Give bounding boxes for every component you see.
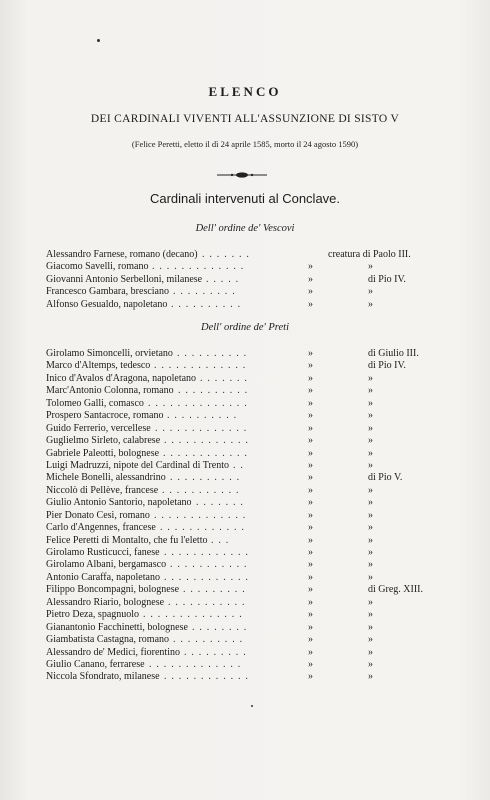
dot-leader: . . . . . . . . . (184, 646, 247, 658)
pope-column: » (368, 596, 373, 608)
dot-leader: . . . . . . . . . . . . (164, 547, 250, 558)
cardinal-name: Carlo d'Angennes, francese (46, 522, 156, 534)
dot-leader: . . . . . . . (196, 497, 245, 509)
pope-column: » (368, 621, 373, 633)
list-row (46, 485, 451, 497)
pope-column: » (368, 646, 373, 658)
creatura-column: » (308, 360, 313, 372)
dot-leader: . . . . . . . . . . . . . (149, 658, 242, 670)
pope-column: » (368, 534, 373, 546)
creatura-column: » (308, 261, 313, 273)
cardinal-name: Giacomo Savelli, romano (46, 261, 149, 273)
creatura-column: » (308, 286, 313, 298)
creatura-column: » (308, 571, 313, 583)
pope-column: » (368, 286, 373, 298)
dot-leader: . . . . . . . . . . . (162, 484, 240, 496)
dot-leader: . . . . . . . . . . . . . (152, 261, 245, 273)
list-row (46, 671, 451, 683)
document-note: (Felice Peretti, eletto il dì 24 aprile 1585, morto il 24 agosto 1590) (131, 139, 359, 149)
pope-column: » (368, 571, 373, 583)
pope-column: » (368, 497, 373, 509)
pope-column: » (368, 459, 373, 471)
creatura-column: » (308, 509, 313, 521)
dot-leader: . . . . . . . . . (173, 286, 236, 298)
section-title-preti: Dell' ordine de' Preti (201, 322, 289, 333)
dot-leader: . . . . . . . . . (183, 584, 246, 596)
list-row (46, 609, 451, 621)
cardinal-name: Filippo Boncompagni, bolognese (46, 584, 180, 596)
pope-column: di Greg. XIII. (368, 584, 423, 596)
list-row (46, 647, 451, 659)
dot-leader: . . . (211, 534, 230, 546)
list-row (46, 423, 451, 435)
ornament-divider-icon (215, 170, 269, 180)
cardinal-name: Girolamo Rusticucci, fanese (46, 547, 160, 558)
dot-leader: . . . . . . . . . . . . . (154, 360, 247, 372)
pope-column: di Pio V. (368, 472, 403, 484)
pope-column: » (368, 422, 373, 434)
cardinal-name: Girolamo Albani, bergamasco (46, 559, 167, 571)
ink-speck (251, 705, 253, 707)
cardinal-name: Girolamo Simoncelli, orvietano (46, 348, 173, 359)
dot-leader: . . . . . . . . . . (173, 634, 244, 646)
list-row (46, 398, 451, 410)
cardinal-list-preti (46, 348, 451, 684)
cardinal-name: Prospero Santacroce, romano (46, 410, 164, 422)
creatura-column: » (308, 584, 313, 596)
creatura-column: » (308, 634, 313, 646)
pope-column: » (368, 261, 373, 273)
pope-column: » (368, 410, 373, 422)
dot-leader: . . . . . . . . . . . . . . (148, 397, 248, 409)
dot-leader: . . . . . . . . (192, 621, 248, 633)
creatura-column: » (308, 385, 313, 397)
pope-column: » (368, 372, 373, 384)
pope-column: » (368, 397, 373, 409)
list-row (46, 659, 451, 671)
dot-leader: . . . . . . . . . . (170, 472, 241, 484)
creatura-column: » (308, 298, 313, 310)
dot-leader: . . . . . . . . . . . . . (154, 509, 247, 521)
cardinal-name: Alessandro Riario, bolognese (46, 596, 165, 608)
creatura-column: » (308, 559, 313, 571)
list-row (46, 597, 451, 609)
list-row (46, 510, 451, 522)
cardinal-name: Pier Donato Cesi, romano (46, 509, 150, 521)
cardinal-name: Antonio Caraffa, napoletano (46, 571, 160, 583)
list-row (46, 249, 451, 261)
pope-column: » (368, 609, 373, 621)
pope-column: » (368, 435, 373, 447)
creatura-column: » (308, 447, 313, 459)
cardinal-name: Francesco Gambara, bresciano (46, 286, 169, 298)
cardinal-name: Guido Ferrerio, vercellese (46, 422, 151, 434)
dot-leader: . . . . . . . . . . . . (164, 671, 250, 683)
creatura-column: » (308, 484, 313, 496)
cardinal-name: Marc'Antonio Colonna, romano (46, 385, 174, 397)
cardinal-name: Luigi Madruzzi, nipote del Cardinal di Trento (46, 459, 230, 471)
list-row (46, 299, 451, 311)
ink-speck (97, 39, 100, 42)
cardinal-name: Alfonso Gesualdo, napoletano (46, 298, 168, 310)
pope-column: » (368, 385, 373, 397)
cardinal-name: Gianantonio Facchinetti, bolognese (46, 621, 188, 633)
dot-leader: . . . . . . . (202, 249, 251, 260)
creatura-column: » (308, 547, 313, 558)
section-heading: Cardinali intervenuti al Conclave. (149, 191, 341, 206)
dot-leader: . . (233, 459, 245, 471)
dot-leader: . . . . . . . . . . . (168, 596, 246, 608)
dot-leader: . . . . . . . . . . (178, 385, 249, 397)
cardinal-name: Niccola Sfondrato, milanese (46, 671, 160, 683)
list-row (46, 634, 451, 646)
cardinal-name: Gabriele Paleotti, bolognese (46, 447, 160, 459)
pope-column: » (368, 484, 373, 496)
creatura-column: » (308, 609, 313, 621)
pope-column: » (368, 634, 373, 646)
list-row (46, 448, 451, 460)
creatura-column: » (308, 273, 313, 285)
creatura-column: » (308, 472, 313, 484)
creatura-column: creatura di Paolo III. (328, 249, 411, 260)
creatura-column: » (308, 397, 313, 409)
creatura-column: » (308, 435, 313, 447)
cardinal-name: Alessandro de' Medici, fiorentino (46, 646, 180, 658)
list-row (46, 460, 451, 472)
dot-leader: . . . . . . . . . . . . (160, 522, 246, 534)
creatura-column: » (308, 671, 313, 683)
list-row (46, 385, 451, 397)
list-row (46, 584, 451, 596)
pope-column: » (368, 559, 373, 571)
cardinal-name: Giulio Canano, ferrarese (46, 658, 145, 670)
pope-column: » (368, 671, 373, 683)
cardinal-name: Niccolò di Pellève, francese (46, 484, 159, 496)
dot-leader: . . . . . . . . . . . (170, 559, 248, 571)
list-row (46, 522, 451, 534)
creatura-column: » (308, 596, 313, 608)
cardinal-name: Giovanni Antonio Serbelloni, milanese (46, 273, 203, 285)
cardinal-name: Giulio Antonio Santorio, napoletano (46, 497, 192, 509)
list-row (46, 410, 451, 422)
creatura-column: » (308, 497, 313, 509)
creatura-column: » (308, 658, 313, 670)
list-row (46, 261, 451, 273)
list-row (46, 274, 451, 286)
cardinal-name: Michele Bonelli, alessandrino (46, 472, 166, 484)
cardinal-list-vescovi (46, 249, 451, 311)
cardinal-name: Tolomeo Galli, comasco (46, 397, 144, 409)
dot-leader: . . . . . . . . . . (167, 410, 238, 422)
list-row (46, 547, 451, 559)
list-row (46, 360, 451, 372)
section-title-vescovi: Dell' ordine de' Vescovi (195, 223, 295, 234)
list-row (46, 497, 451, 509)
cardinal-name: Guglielmo Sirleto, calabrese (46, 435, 161, 447)
list-row (46, 472, 451, 484)
cardinal-name: Alessandro Farnese, romano (decano) (46, 249, 198, 260)
pope-column: » (368, 547, 373, 558)
cardinal-name: Giambatista Castagna, romano (46, 634, 170, 646)
creatura-column: » (308, 348, 313, 359)
pope-column: » (368, 298, 373, 310)
pope-column: di Pio IV. (368, 273, 406, 285)
creatura-column: » (308, 621, 313, 633)
list-row (46, 559, 451, 571)
cardinal-name: Pietro Deza, spagnuolo (46, 609, 140, 621)
pope-column: di Pio IV. (368, 360, 406, 372)
pope-column: di Giulio III. (368, 348, 419, 359)
creatura-column: » (308, 534, 313, 546)
dot-leader: . . . . . . . . . . . . (163, 447, 249, 459)
list-row (46, 572, 451, 584)
list-row (46, 622, 451, 634)
dot-leader: . . . . . . . . . . (171, 298, 242, 310)
list-row (46, 435, 451, 447)
creatura-column: » (308, 422, 313, 434)
cardinal-name: Marco d'Altemps, tedesco (46, 360, 151, 372)
dot-leader: . . . . . . . . . . . . . (155, 422, 248, 434)
dot-leader: . . . . . (206, 273, 240, 285)
pope-column: » (368, 658, 373, 670)
cardinal-name: Inico d'Avalos d'Aragona, napoletano (46, 372, 197, 384)
creatura-column: » (308, 522, 313, 534)
creatura-column: » (308, 372, 313, 384)
pope-column: » (368, 522, 373, 534)
creatura-column: » (308, 459, 313, 471)
dot-leader: . . . . . . . . . . . . . . (143, 609, 243, 621)
list-row (46, 286, 451, 298)
dot-leader: . . . . . . . . . . . . (164, 571, 250, 583)
pope-column: » (368, 509, 373, 521)
document-subtitle: DEI CARDINALI VIVENTI ALL'ASSUNZIONE DI SISTO V (90, 113, 400, 125)
list-row (46, 535, 451, 547)
pope-column: » (368, 447, 373, 459)
list-row (46, 373, 451, 385)
cardinal-name: Felice Peretti di Montalto, che fu l'eletto (46, 534, 208, 546)
dot-leader: . . . . . . . . . . . . (164, 435, 250, 447)
dot-leader: . . . . . . . . . . (177, 348, 248, 359)
list-row (46, 348, 451, 360)
document-title: ELENCO (208, 84, 282, 99)
creatura-column: » (308, 646, 313, 658)
creatura-column: » (308, 410, 313, 422)
dot-leader: . . . . . . . (200, 372, 249, 384)
